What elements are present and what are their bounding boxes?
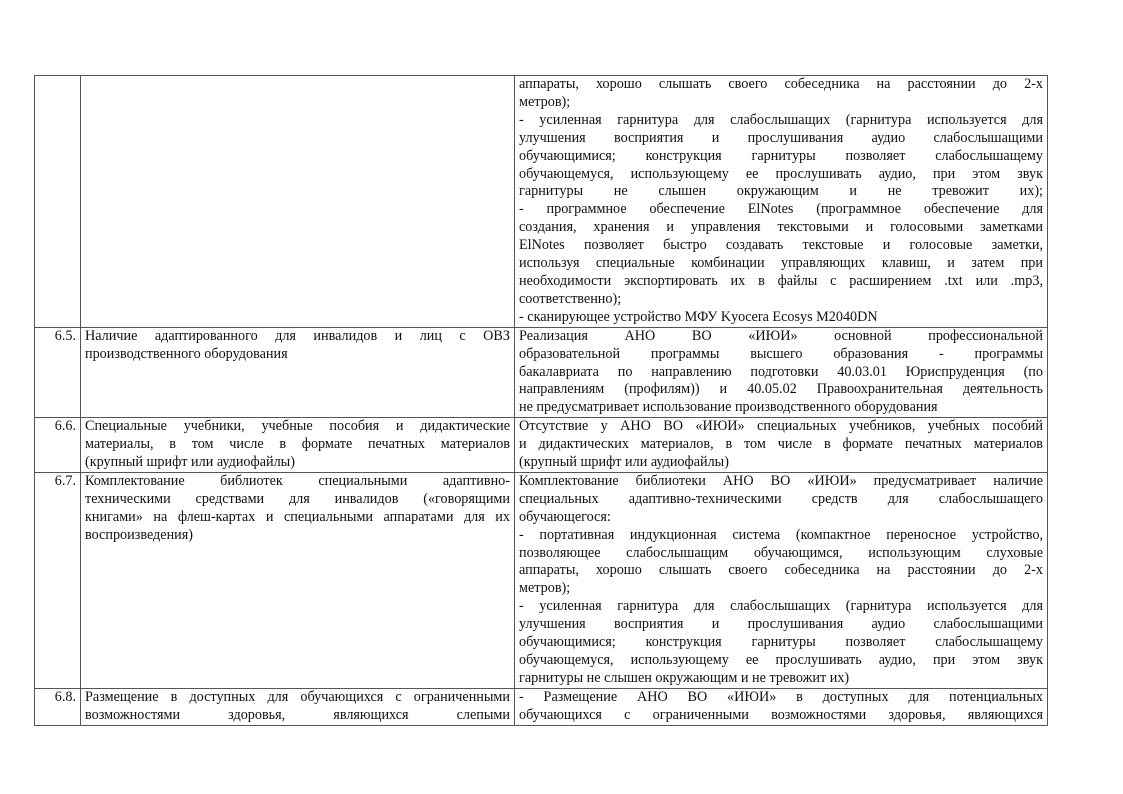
- row-number: 6.8.: [35, 688, 81, 725]
- criterion-line: книгами» на флеш-картах и специальными аппаратами для их: [85, 508, 510, 525]
- description-line: (крупный шрифт или аудиофайлы): [519, 454, 729, 471]
- table-row: [35, 327, 1048, 418]
- row-number: 6.7.: [35, 472, 81, 688]
- description-line: улучшения восприятия и прослушивания аудио слабослышащими: [519, 616, 1043, 633]
- description-line: ElNotes позволяет быстро создавать текстовые и голосовые заметки,: [519, 237, 1043, 254]
- table-row: [35, 76, 1048, 328]
- criterion-cell: [81, 688, 515, 725]
- criterion-line: Размещение в доступных для обучающихся с ограниченными: [85, 688, 510, 705]
- description-line: - программное обеспечение ElNotes (программное обеспечение для: [519, 201, 1043, 218]
- criterion-line: техническими средствами для инвалидов («говорящими: [85, 490, 510, 507]
- description-cell: [515, 472, 1048, 688]
- criterion-cell: [81, 327, 515, 418]
- description-line: Реализация АНО ВО «ИЮИ» основной профессиональной: [519, 327, 1043, 344]
- description-cell: [515, 688, 1048, 725]
- criterion-line: возможностями здоровья, являющихся слепыми: [85, 706, 510, 723]
- description-cell: [515, 327, 1048, 418]
- description-line: позволяющее слабослышащим обучающимся, использующим слуховые: [519, 544, 1043, 561]
- description-line: обучающемуся, использующему ее прослушивать аудио, при этом звук: [519, 165, 1043, 182]
- criterion-line: производственного оборудования: [85, 345, 288, 362]
- description-line: не предусматривает использование производственного оборудования: [519, 399, 938, 416]
- description-line: - портативная индукционная система (компактное переносное устройство,: [519, 526, 1043, 543]
- criterion-line: воспроизведения): [85, 526, 193, 543]
- criterion-line: материалы, в том числе в формате печатных материалов: [85, 436, 510, 453]
- description-line: образовательной программы высшего образования - программы: [519, 345, 1043, 362]
- description-line: Отсутствие у АНО ВО «ИЮИ» специальных учебников, учебных пособий: [519, 418, 1043, 435]
- description-line: - сканирующее устройство МФУ Kyocera Ecosys M2040DN: [519, 308, 878, 325]
- description-line: бакалавриата по направлению подготовки 40.03.01 Юриспруденция (по: [519, 363, 1043, 380]
- description-cell: [515, 418, 1048, 473]
- criterion-cell: [81, 418, 515, 473]
- table-body: [35, 76, 1048, 726]
- row-number: [35, 76, 81, 328]
- table-row: [35, 688, 1048, 725]
- description-line: метров);: [519, 93, 571, 110]
- description-cell: [515, 76, 1048, 328]
- criterion-cell: [81, 472, 515, 688]
- description-line: - усиленная гарнитура для слабослышащих (гарнитура используется для: [519, 598, 1043, 615]
- criterion-line: Специальные учебники, учебные пособия и дидактические: [85, 418, 510, 435]
- criterion-line: Наличие адаптированного для инвалидов и лиц с ОВЗ: [85, 327, 510, 344]
- row-number: 6.6.: [35, 418, 81, 473]
- description-line: - усиленная гарнитура для слабослышащих (гарнитура используется для: [519, 111, 1043, 128]
- description-line: Комплектование библиотеки АНО ВО «ИЮИ» предусматривает наличие: [519, 472, 1043, 489]
- description-line: гарнитуры не слышен окружающим и не тревожит их);: [519, 183, 1043, 200]
- criterion-line: (крупный шрифт или аудиофайлы): [85, 454, 295, 471]
- description-line: аппараты, хорошо слышать своего собеседника на расстоянии до 2-х: [519, 76, 1043, 92]
- description-line: гарнитуры не слышен окружающим и не тревожит их): [519, 669, 850, 686]
- description-line: соответственно);: [519, 290, 622, 307]
- description-line: улучшения восприятия и прослушивания аудио слабослышащими: [519, 129, 1043, 146]
- description-line: обучающихся с ограниченными возможностями здоровья, являющихся: [519, 706, 1043, 723]
- description-line: специальных адаптивно-техническими средств для слабослышащего: [519, 490, 1043, 507]
- description-line: используя специальные комбинации управляющих клавиш, и затем при: [519, 255, 1043, 272]
- description-line: направлениям (профилям)) и 40.05.02 Правоохранительная деятельность: [519, 381, 1043, 398]
- accessibility-table: [34, 75, 1048, 726]
- description-line: обучающемуся, использующему ее прослушивать аудио, при этом звук: [519, 652, 1043, 668]
- table-row: [35, 418, 1048, 473]
- criterion-line: Комплектование библиотек специальными адаптивно-: [85, 472, 510, 489]
- description-line: и дидактических материалов, в том числе в формате печатных материалов: [519, 436, 1043, 453]
- description-line: аппараты, хорошо слышать своего собеседника на расстоянии до 2-х: [519, 562, 1043, 579]
- table-row: [35, 472, 1048, 688]
- description-line: обучающимися; конструкция гарнитуры позволяет слабослышащему: [519, 634, 1043, 651]
- description-line: обучающегося:: [519, 508, 611, 525]
- description-line: необходимости экспортировать их в файлы с расширением .txt или .mp3,: [519, 272, 1043, 289]
- row-number: 6.5.: [35, 327, 81, 418]
- description-line: метров);: [519, 580, 571, 597]
- criterion-cell: [81, 76, 515, 328]
- description-line: создания, хранения и управления текстовыми и голосовыми заметками: [519, 219, 1043, 236]
- description-line: обучающимися; конструкция гарнитуры позволяет слабослышащему: [519, 147, 1043, 164]
- description-line: - Размещение АНО ВО «ИЮИ» в доступных для потенциальных: [519, 688, 1043, 705]
